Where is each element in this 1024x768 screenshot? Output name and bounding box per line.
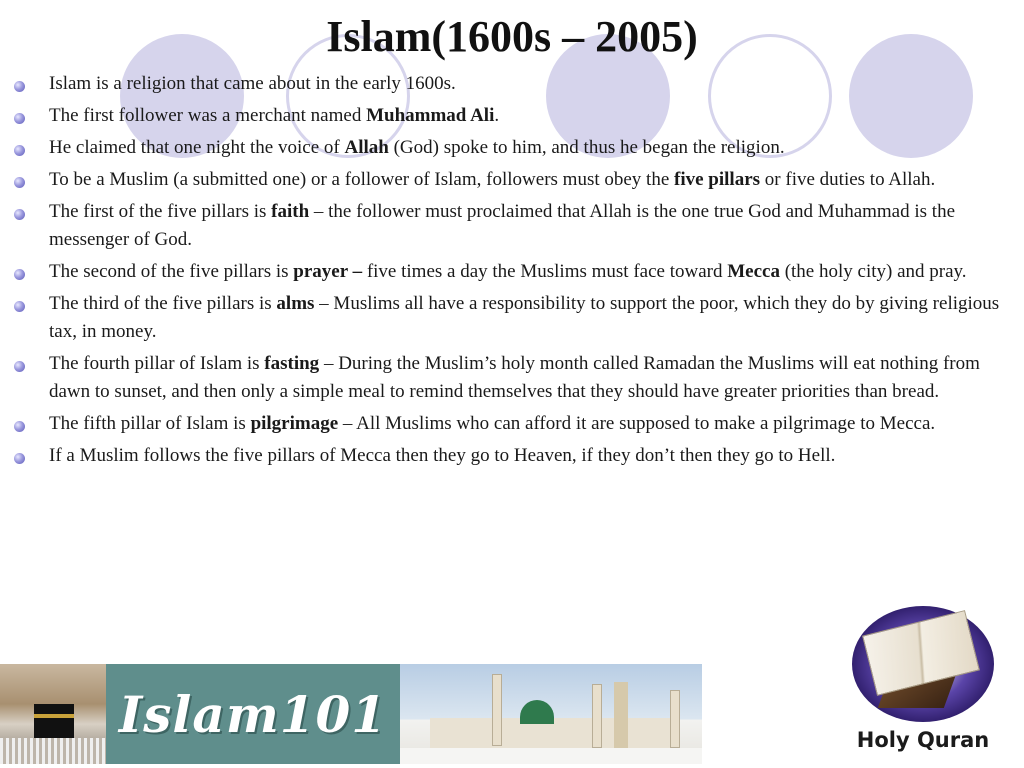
bullet-keyword: five pillars [674, 169, 761, 190]
bullet-keyword: Muhammad Ali [366, 105, 495, 126]
bullet-list [12, 70, 1010, 474]
bullet-text: The third of the five pillars is [49, 293, 277, 314]
bullet-keyword: Allah [344, 137, 389, 158]
sphere-bullet-icon [14, 453, 25, 464]
bullet-item [12, 70, 1010, 98]
holy-quran-label: Holy Quran [856, 728, 990, 752]
bullet-text: – During the Muslim’s holy month called Ramadan the Muslims will eat nothing from dawn to sunset, and then only a simple meal to remind themselves that they should have greater priorities than bread. [49, 353, 980, 402]
bullet-item [12, 198, 1010, 254]
sphere-bullet-icon [14, 269, 25, 280]
islam101-logo [106, 664, 400, 764]
sphere-bullet-icon [14, 145, 25, 156]
bullet-keyword: Mecca [727, 261, 780, 282]
sphere-bullet-icon [14, 81, 25, 92]
kaaba-photo [0, 664, 106, 764]
sphere-bullet-icon [14, 113, 25, 124]
bullet-keyword: faith [271, 201, 310, 222]
bullet-text: – All Muslims who can afford it are supposed to make a pilgrimage to Mecca. [338, 413, 936, 434]
bullet-item [12, 134, 1010, 162]
sphere-bullet-icon [14, 177, 25, 188]
sphere-bullet-icon [14, 421, 25, 432]
mosque-photo [400, 664, 702, 764]
bullet-item [12, 350, 1010, 406]
slide-title: Islam(1600s – 2005) [326, 12, 698, 61]
sphere-bullet-icon [14, 209, 25, 220]
bullet-item [12, 258, 1010, 286]
sphere-bullet-icon [14, 361, 25, 372]
bullet-text: He claimed that one night the voice of [49, 137, 345, 158]
bullet-text: The second of the five pillars is [49, 261, 294, 282]
bullet-text: or five duties to Allah. [760, 169, 936, 190]
bullet-text: (God) spoke to him, and thus he began the religion. [388, 137, 785, 158]
bullet-text: – Muslims all have a responsibility to support the poor, which they do by giving religious tax, in money. [49, 293, 1000, 342]
holy-quran-image [848, 604, 998, 764]
bullet-text: The fifth pillar of Islam is [49, 413, 251, 434]
bullet-item [12, 442, 1010, 470]
bullet-text: To be a Muslim (a submitted one) or a follower of Islam, followers must obey the [49, 169, 675, 190]
bullet-text: The first follower was a merchant named [49, 105, 367, 126]
bullet-item [12, 166, 1010, 194]
bullet-item [12, 102, 1010, 130]
bullet-text: The first of the five pillars is [49, 201, 272, 222]
islam101-banner [0, 664, 702, 764]
bullet-item [12, 290, 1010, 346]
bullet-text: . [494, 105, 500, 126]
bullet-text: The fourth pillar of Islam is [49, 353, 265, 374]
bullet-item [12, 410, 1010, 438]
bullet-text: (the holy city) and pray. [779, 261, 967, 282]
sphere-bullet-icon [14, 301, 25, 312]
bullet-text: five times a day the Muslims must face toward [362, 261, 728, 282]
bullet-text: Islam is a religion that came about in the early 1600s. [49, 73, 456, 94]
logo-text: Islam101 [118, 684, 388, 744]
bullet-keyword: fasting [264, 353, 320, 374]
bullet-text: – the follower must proclaimed that Allah is the one true God and Muhammad is the messenger of God. [49, 201, 956, 250]
bullet-keyword: prayer – [293, 261, 363, 282]
bullet-text: If a Muslim follows the five pillars of Mecca then they go to Heaven, if they don’t then they go to Hell. [49, 445, 836, 466]
bullet-keyword: pilgrimage [250, 413, 339, 434]
bullet-keyword: alms [276, 293, 315, 314]
